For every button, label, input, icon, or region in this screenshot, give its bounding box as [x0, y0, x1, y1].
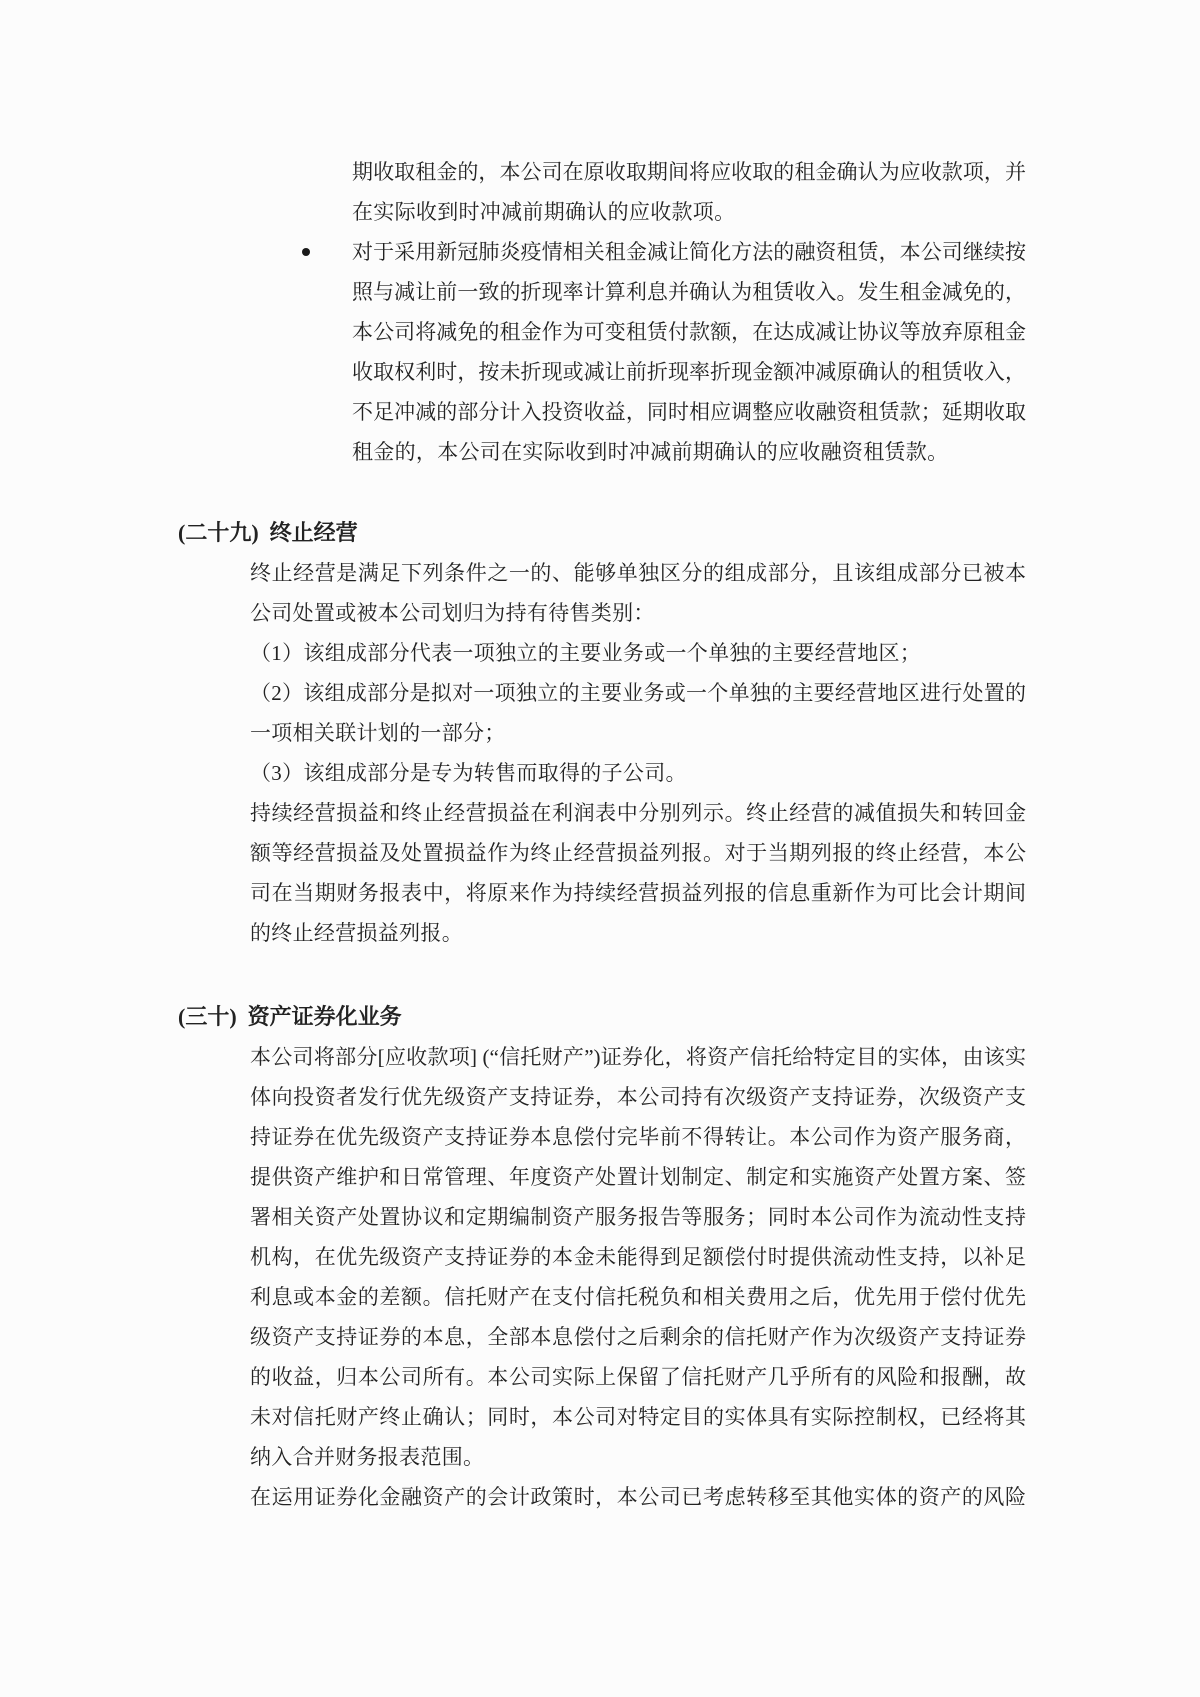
section-29-number: (二十九) [178, 520, 259, 545]
bullet-icon [302, 248, 310, 256]
text-line: 司在当期财务报表中，将原来作为持续经营损益列报的信息重新作为可比会计期间 [250, 881, 1026, 905]
text-line: 纳入合并财务报表范围。 [250, 1445, 485, 1469]
text-line: 公司处置或被本公司划归为持有待售类别： [250, 601, 655, 625]
text-line: 的收益，归本公司所有。本公司实际上保留了信托财产几乎所有的风险和报酬，故 [250, 1365, 1026, 1389]
lease-bullet-item [352, 232, 1026, 472]
text-line: 级资产支持证券的本息，全部本息偿付之后剩余的信托财产作为次级资产支持证券 [250, 1325, 1026, 1349]
section-30-body [250, 1037, 1026, 1517]
section-29-body [250, 553, 1026, 953]
section-29-heading [178, 513, 358, 553]
lease-carryover-paragraph [352, 152, 1026, 232]
text-line: 利息或本金的差额。信托财产在支付信托税负和相关费用之后，优先用于偿付优先 [250, 1285, 1026, 1309]
text-line: （2）该组成部分是拟对一项独立的主要业务或一个单独的主要经营地区进行处置的 [250, 681, 1026, 705]
text-line: 终止经营是满足下列条件之一的、能够单独区分的组成部分，且该组成部分已被本 [250, 561, 1026, 585]
section-29-title: 终止经营 [269, 520, 358, 545]
text-line: 在实际收到时冲减前期确认的应收款项。 [352, 200, 736, 224]
text-line: 机构，在优先级资产支持证券的本金未能得到足额偿付时提供流动性支持，以补足 [250, 1245, 1026, 1269]
text-line: 租金的，本公司在实际收到时冲减前期确认的应收融资租赁款。 [352, 440, 949, 464]
text-line: 在运用证券化金融资产的会计政策时，本公司已考虑转移至其他实体的资产的风险 [250, 1485, 1026, 1509]
text-line: 额等经营损益及处置损益作为终止经营损益列报。对于当期列报的终止经营，本公 [250, 841, 1026, 865]
section-30-heading [178, 997, 402, 1037]
text-line: 持续经营损益和终止经营损益在利润表中分别列示。终止经营的减值损失和转回金 [250, 801, 1026, 825]
text-line: 不足冲减的部分计入投资收益，同时相应调整应收融资租赁款；延期收取 [352, 400, 1026, 424]
text-line: 署相关资产处置协议和定期编制资产服务报告等服务；同时本公司作为流动性支持 [250, 1205, 1026, 1229]
text-line: 提供资产维护和日常管理、年度资产处置计划制定、制定和实施资产处置方案、签 [250, 1165, 1026, 1189]
text-line: 本公司将减免的租金作为可变租赁付款额，在达成减让协议等放弃原租金 [352, 320, 1026, 344]
section-30-number: (三十) [178, 1004, 237, 1029]
text-line: （1）该组成部分代表一项独立的主要业务或一个单独的主要经营地区； [250, 641, 922, 665]
section-30-title: 资产证券化业务 [247, 1004, 402, 1029]
text-line: 收取权利时，按未折现或减让前折现率折现金额冲减原确认的租赁收入， [352, 360, 1026, 384]
text-line: 的终止经营损益列报。 [250, 921, 463, 945]
text-line: 对于采用新冠肺炎疫情相关租金减让简化方法的融资租赁，本公司继续按 [352, 240, 1026, 264]
text-line: 照与减让前一致的折现率计算利息并确认为租赁收入。发生租金减免的， [352, 280, 1026, 304]
text-line: 体向投资者发行优先级资产支持证券，本公司持有次级资产支持证券，次级资产支 [250, 1085, 1026, 1109]
text-line: 未对信托财产终止确认；同时，本公司对特定目的实体具有实际控制权，已经将其 [250, 1405, 1026, 1429]
text-line: 本公司将部分[应收款项] (“信托财产”)证券化，将资产信托给特定目的实体，由该实 [250, 1045, 1026, 1069]
text-line: 持证券在优先级资产支持证券本息偿付完毕前不得转让。本公司作为资产服务商， [250, 1125, 1026, 1149]
text-line: 一项相关联计划的一部分； [250, 721, 506, 745]
text-line: （3）该组成部分是专为转售而取得的子公司。 [250, 761, 687, 785]
text-line: 期收取租金的，本公司在原收取期间将应收取的租金确认为应收款项，并 [352, 160, 1026, 184]
